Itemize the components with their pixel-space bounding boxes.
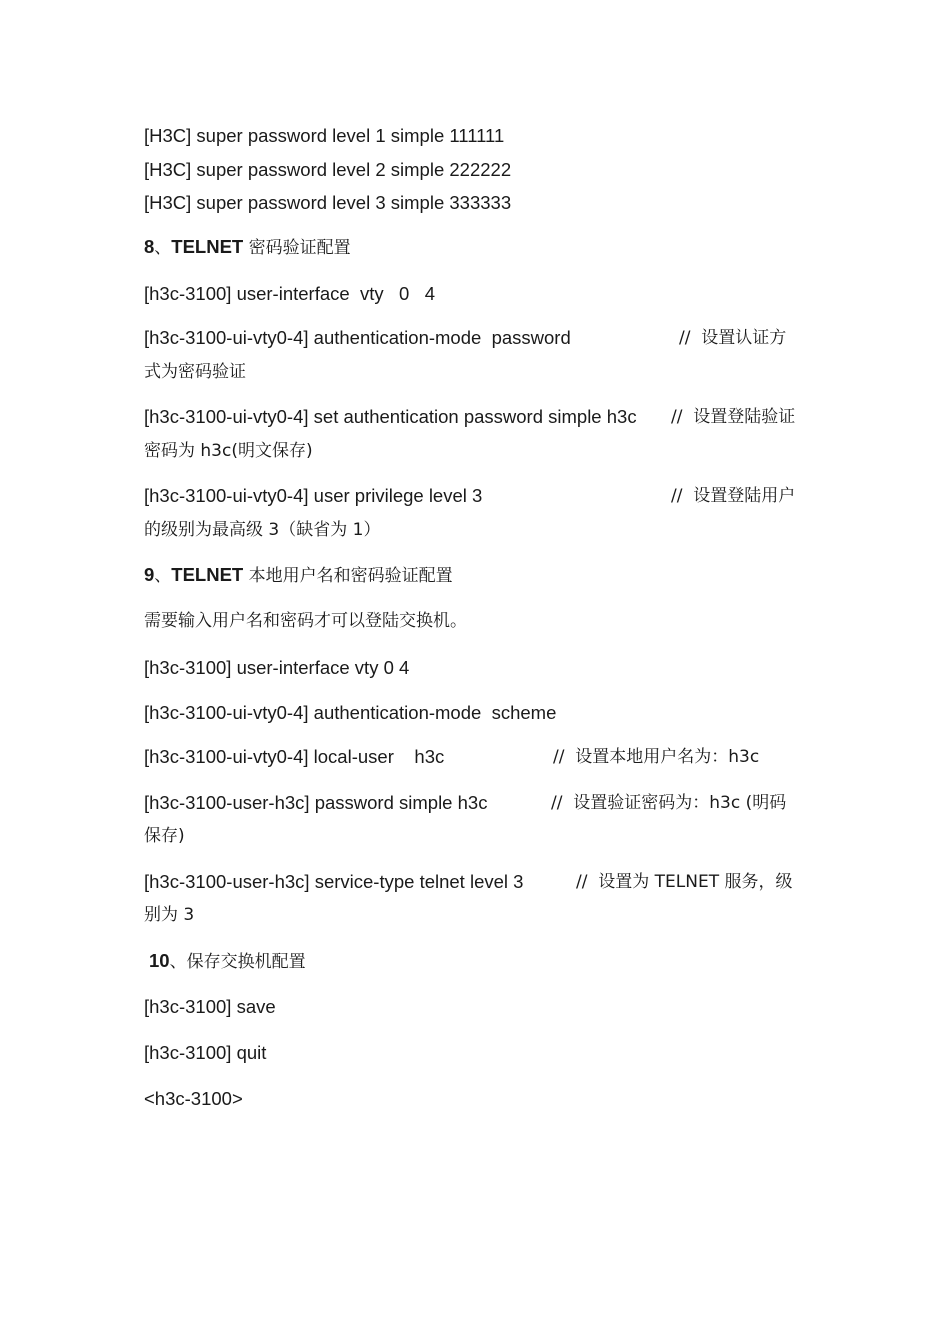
comment-continuation: 保存) — [144, 826, 185, 846]
section-heading-9 — [144, 564, 453, 587]
cmd-line: [h3c-3100] user-interface vty 0 4 — [144, 283, 436, 304]
comment-continuation: 式为密码验证 — [144, 362, 246, 382]
cmd-line: [h3c-3100] quit — [144, 1042, 267, 1063]
cmd-comment: // 设置登陆用户 — [671, 486, 796, 506]
cmd-comment: // 设置认证方 — [679, 328, 787, 348]
cmd-comment: // 设置为 TELNET 服务，级 — [576, 872, 793, 892]
description-line: 需要输入用户名和密码才可以登陆交换机。 — [144, 611, 467, 631]
cmd-line: [h3c-3100-ui-vty0-4] set authentication password simple h3c — [144, 406, 637, 427]
cmd-line: [h3c-3100-ui-vty0-4] authentication-mode password — [144, 327, 571, 348]
comment-continuation: 密码为 h3c(明文保存) — [144, 441, 313, 461]
cmd-line: [h3c-3100-user-h3c] service-type telnet level 3 — [144, 871, 524, 892]
heading-separator: 、 — [154, 566, 172, 586]
cmd-comment: // 设置登陆验证 — [671, 407, 796, 427]
comment-continuation: 别为 3 — [144, 905, 195, 925]
cmd-line: [H3C] super password level 3 simple 333333 — [144, 192, 512, 213]
comment-continuation: 的级别为最高级 3（缺省为 1） — [144, 520, 381, 540]
cmd-prompt: <h3c-3100> — [144, 1088, 243, 1109]
cmd-line: [h3c-3100-user-h3c] password simple h3c — [144, 792, 488, 813]
heading-separator: 、 — [154, 238, 172, 258]
heading-keyword: TELNET — [171, 564, 244, 585]
heading-keyword: TELNET — [171, 236, 244, 257]
heading-number: 10 — [149, 950, 170, 971]
section-heading-8 — [144, 236, 351, 259]
heading-text: 、保存交换机配置 — [169, 952, 306, 972]
cmd-line: [h3c-3100-ui-vty0-4] local-user h3c — [144, 746, 445, 767]
cmd-line: [h3c-3100-ui-vty0-4] authentication-mode scheme — [144, 702, 557, 723]
heading-number: 9 — [144, 564, 155, 585]
cmd-line: [h3c-3100] user-interface vty 0 4 — [144, 657, 410, 678]
cmd-line: [h3c-3100-ui-vty0-4] user privilege level 3 — [144, 485, 483, 506]
cmd-line: [H3C] super password level 1 simple 111111 — [144, 125, 505, 146]
section-heading-10 — [149, 950, 306, 973]
heading-text: 密码验证配置 — [243, 238, 351, 258]
heading-number: 8 — [144, 236, 155, 257]
cmd-line: [h3c-3100] save — [144, 996, 276, 1017]
heading-text: 本地用户名和密码验证配置 — [243, 566, 453, 586]
cmd-comment: // 设置验证密码为：h3c (明码 — [551, 793, 787, 813]
cmd-comment: // 设置本地用户名为：h3c — [553, 747, 760, 767]
cmd-line: [H3C] super password level 2 simple 222222 — [144, 159, 512, 180]
